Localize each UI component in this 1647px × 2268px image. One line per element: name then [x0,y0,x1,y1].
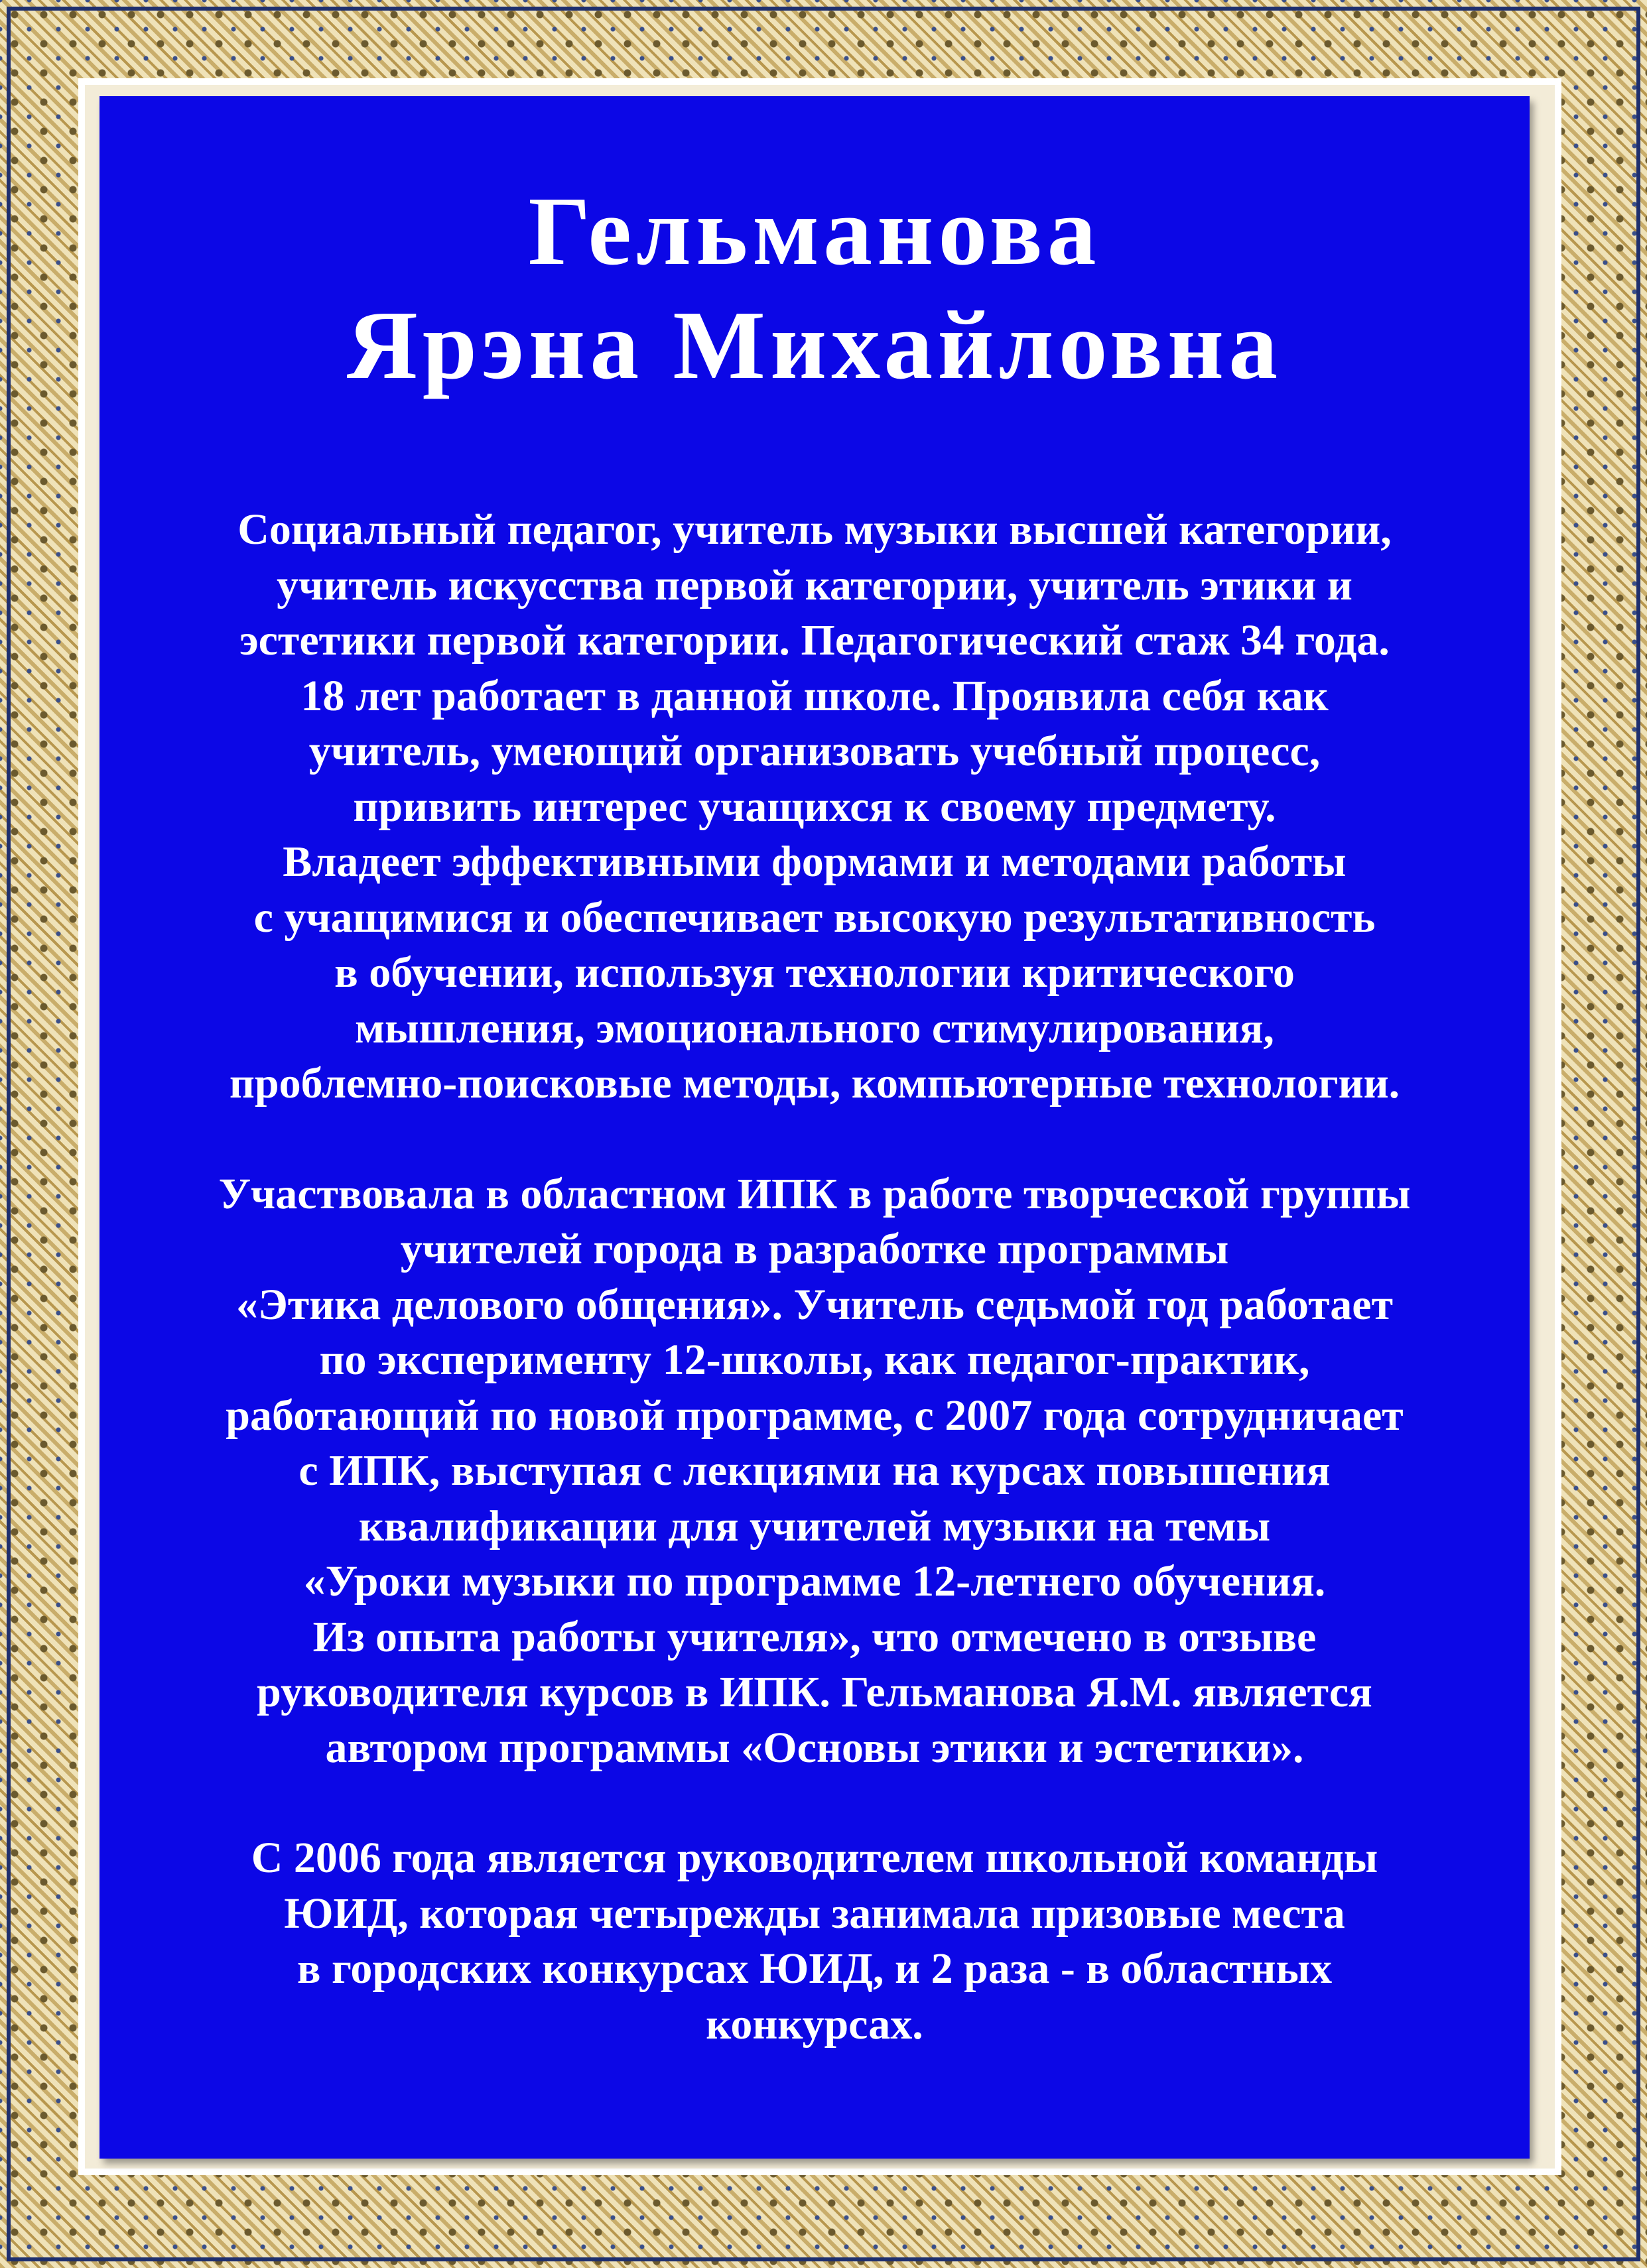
paragraph-gap [99,1775,1530,1830]
text-line: Владеет эффективными формами и методами работы [283,838,1347,886]
text-line: работающий по новой программе, с 2007 года сотрудничает [226,1391,1404,1440]
text-line: «Этика делового общения». Учитель седьмой год работает [235,1280,1394,1329]
text-line: учитель, умеющий организовать учебный процесс, [308,727,1321,775]
biography-text [99,502,1530,2052]
text-line: руководителя курсов в ИПК. Гельманова Я.М. является [257,1668,1372,1716]
paragraph-yuid-team [99,1830,1530,2052]
text-line: учителей города в разработке программы [400,1225,1229,1273]
page-title [99,96,1530,403]
text-line: «Уроки музыки по программе 12-летнего обучения. [303,1557,1326,1606]
title-line-surname: Гельманова [528,177,1101,286]
text-line: ЮИД, которая четырежды занимала призовые места [284,1889,1345,1938]
text-line: конкурсах. [706,1999,923,2048]
text-line: Из опыта работы учителя», что отмечено в отзыве [312,1612,1317,1661]
text-line: эстетики первой категории. Педагогический стаж 34 года. [239,616,1390,664]
text-line: в городских конкурсах ЮИД, и 2 раза - в областных [296,1944,1333,1993]
text-line: учитель искусства первой категории, учитель этики и [277,560,1352,609]
paragraph-ipk-work [99,1166,1530,1776]
text-line: по эксперименту 12-школы, как педагог-практик, [319,1336,1310,1384]
text-line: проблемно-поисковые методы, компьютерные технологии. [229,1059,1400,1107]
text-line: с ИПК, выступая с лекциями на курсах повышения [298,1446,1331,1495]
paragraph-gap [99,1111,1530,1166]
text-line: С 2006 года является руководителем школьной команды [251,1834,1378,1882]
paragraph-qualifications [99,502,1530,1111]
text-line: Участвовала в областном ИПК в работе творческой группы [218,1169,1411,1218]
text-line: мышления, эмоционального стимулирования, [355,1003,1274,1052]
title-line-given-name: Ярэна Михайловна [346,291,1283,400]
text-line: 18 лет работает в данной школе. Проявила себя как [300,671,1329,720]
text-line: привить интерес учащихся к своему предмету. [353,782,1276,831]
content-panel [99,96,1530,2159]
text-line: с учащимися и обеспечивает высокую результативность [253,893,1376,942]
text-line: квалификации для учителей музыки на темы [358,1501,1271,1550]
text-line: в обучении, используя технологии критического [334,948,1295,997]
text-line: Социальный педагог, учитель музыки высшей категории, [237,505,1392,554]
text-line: автором программы «Основы этики и эстетики». [325,1723,1304,1772]
